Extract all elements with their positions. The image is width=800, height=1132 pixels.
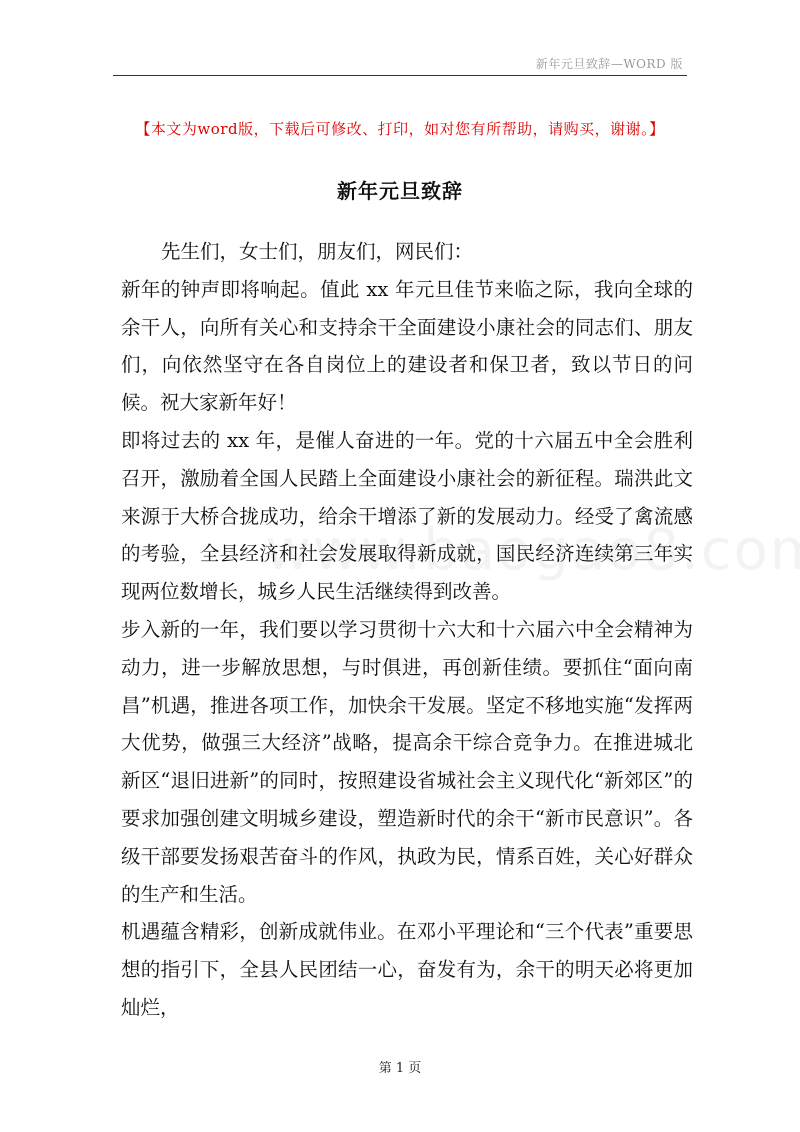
paragraph: 步入新的一年，我们要以学习贯彻十六大和十六届六中全会精神为动力，进一步解放思想，与时俱进，再创新佳绩。要抓住“面向南昌”机遇，推进各项工作，加快余干发展。坚定不移地实施“发挥两大优势，做强三大经济”战略，提高余干综合竞争力。在推进城北新区“退旧进新”的同时，按照建设省城社会主义现代化“新郊区”的要求加强创建文明城乡建设，塑造新时代的余干“新市民意识”。各级干部要发扬艰苦奋斗的作风，执政为民，情系百姓，关心好群众的生产和生活。 — [121, 617, 693, 906]
paragraph: 即将过去的 xx 年，是催人奋进的一年。党的十六届五中全会胜利召开，激励着全国人民踏上全面建设小康社会的新征程。瑞洪此文来源于大桥合拢成功，给余干增添了新的发展动力。经受了禽流感的考验，全县经济和社会发展取得新成就，国民经济连续第三年实现两位数增长，城乡人民生活继续得到改善。 — [121, 428, 693, 604]
running-header: 新年元旦致辞—WORD 版 — [535, 57, 683, 71]
purchase-notice: 【本文为word版，下载后可修改、打印，如对您有所帮助，请购买，谢谢。】 — [135, 120, 665, 138]
paragraph: 机遇蕴含精彩，创新成就伟业。在邓小平理论和“三个代表”重要思想的指引下，全县人民团结一心，奋发有为，余干的明天必将更加灿烂， — [121, 920, 693, 1019]
paragraph: 新年的钟声即将响起。值此 xx 年元旦佳节来临之际，我向全球的余干人，向所有关心和支持余干全面建设小康社会的同志们、朋友们，向依然坚守在各自岗位上的建设者和保卫者，致以节日的问候。祝大家新年好！ — [121, 277, 693, 415]
header-divider — [113, 75, 687, 76]
greeting: 先生们，女士们，朋友们，网民们： — [161, 240, 474, 263]
page-title: 新年元旦致辞 — [337, 179, 463, 203]
page-number: 第 1 页 — [378, 1061, 422, 1076]
document-body — [121, 233, 693, 1027]
